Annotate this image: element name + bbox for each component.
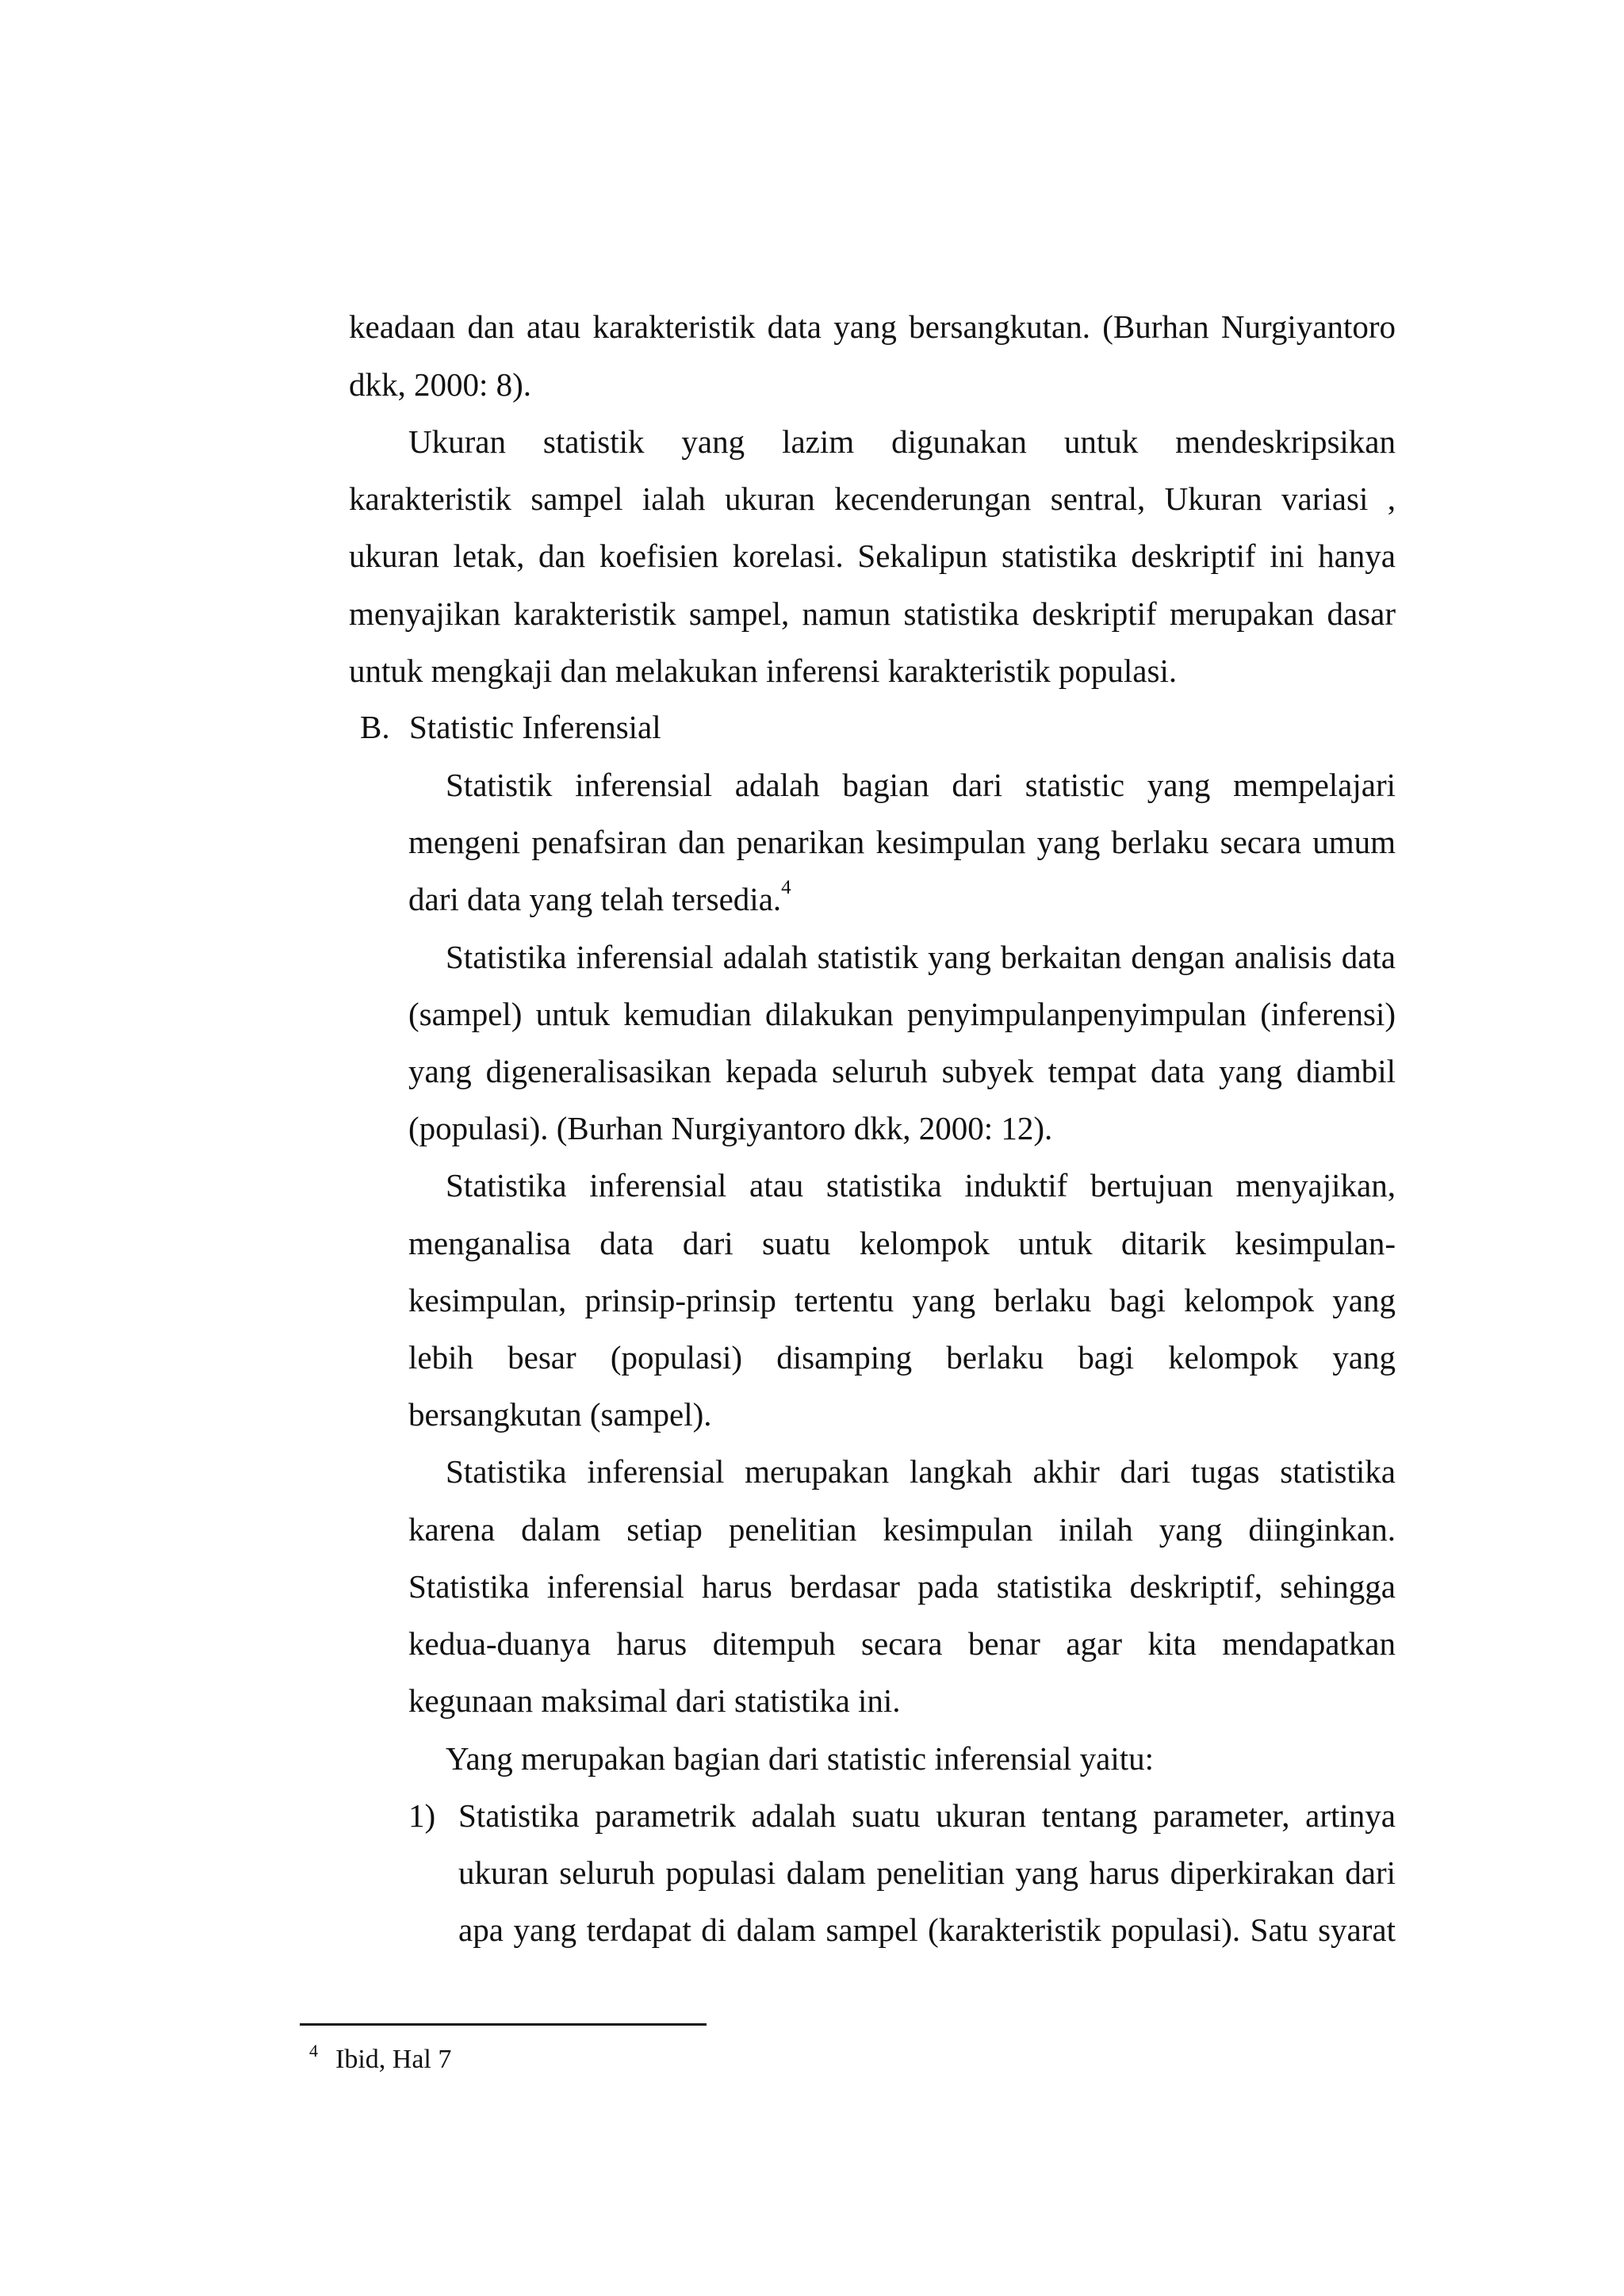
text-line: menganalisa data dari suatu kelompok untuk ditarik kesimpulan- xyxy=(408,1225,1396,1261)
text-line: untuk mengkaji dan melakukan inferensi karakteristik populasi. xyxy=(349,652,1178,689)
text-line: karena dalam setiap penelitian kesimpulan inilah yang diinginkan. xyxy=(408,1511,1396,1548)
text-line: (sampel) untuk kemudian dilakukan penyimpulanpenyimpulan (inferensi) xyxy=(408,996,1396,1032)
text-line: menyajikan karakteristik sampel, namun statistika deskriptif merupakan dasar xyxy=(349,595,1396,632)
text-line: ukuran seluruh populasi dalam penelitian yang harus diperkirakan dari xyxy=(458,1854,1396,1891)
text-line: Statistika inferensial adalah statistik yang berkaitan dengan analisis data xyxy=(446,939,1396,975)
text-line: Statistika inferensial atau statistika induktif bertujuan menyajikan, xyxy=(446,1167,1396,1203)
text-line: bersangkutan (sampel). xyxy=(408,1396,712,1433)
text-line: Ukuran statistik yang lazim digunakan untuk mendeskripsikan xyxy=(408,423,1396,460)
text-line: kedua-duanya harus ditempuh secara benar agar kita mendapatkan xyxy=(408,1625,1396,1662)
text-line: Statistika inferensial harus berdasar pada statistika deskriptif, sehingga xyxy=(408,1568,1396,1605)
paragraph-7: Yang merupakan bagian dari statistic inferensial yaitu: xyxy=(446,1740,1155,1777)
footnote-number: 4 xyxy=(309,2041,318,2061)
text-line: karakteristik sampel ialah ukuran kecenderungan sentral, Ukuran variasi , xyxy=(349,480,1396,517)
section-heading-b xyxy=(360,707,661,747)
text-line: dkk, 2000: 8). xyxy=(349,366,532,403)
text-line: (populasi). (Burhan Nurgiyantoro dkk, 2000: 12). xyxy=(408,1110,1053,1146)
footnote-text: Ibid, Hal 7 xyxy=(335,2045,452,2074)
section-label: B. xyxy=(360,709,390,745)
text-line: ukuran letak, dan koefisien korelasi. Sekalipun statistika deskriptif ini hanya xyxy=(349,538,1396,574)
text-line: lebih besar (populasi) disamping berlaku bagi kelompok yang xyxy=(408,1339,1396,1376)
text-line: Statistika parametrik adalah suatu ukuran tentang parameter, artinya xyxy=(458,1797,1396,1834)
text-line: yang digeneralisasikan kepada seluruh subyek tempat data yang diambil xyxy=(408,1053,1396,1089)
text-line: apa yang terdapat di dalam sampel (karakteristik populasi). Satu syarat xyxy=(458,1911,1396,1948)
footnote-separator xyxy=(300,2023,707,2026)
footnote xyxy=(309,2042,451,2080)
text-line: mengeni penafsiran dan penarikan kesimpulan yang berlaku secara umum xyxy=(408,824,1396,860)
list-item-number: 1) xyxy=(408,1797,436,1834)
text-fragment: dari data yang telah tersedia. xyxy=(408,881,782,917)
text-line: Statistik inferensial adalah bagian dari statistic yang mempelajari xyxy=(446,767,1396,803)
text-line: Statistika inferensial merupakan langkah akhir dari tugas statistika xyxy=(446,1453,1396,1490)
footnote-reference: 4 xyxy=(781,877,791,899)
text-line: kegunaan maksimal dari statistika ini. xyxy=(408,1682,901,1719)
text-line: keadaan dan atau karakteristik data yang bersangkutan. (Burhan Nurgiyantoro xyxy=(349,308,1396,345)
text-line xyxy=(408,879,1396,919)
text-line: kesimpulan, prinsip-prinsip tertentu yang berlaku bagi kelompok yang xyxy=(408,1282,1396,1318)
section-title: Statistic Inferensial xyxy=(409,709,661,745)
